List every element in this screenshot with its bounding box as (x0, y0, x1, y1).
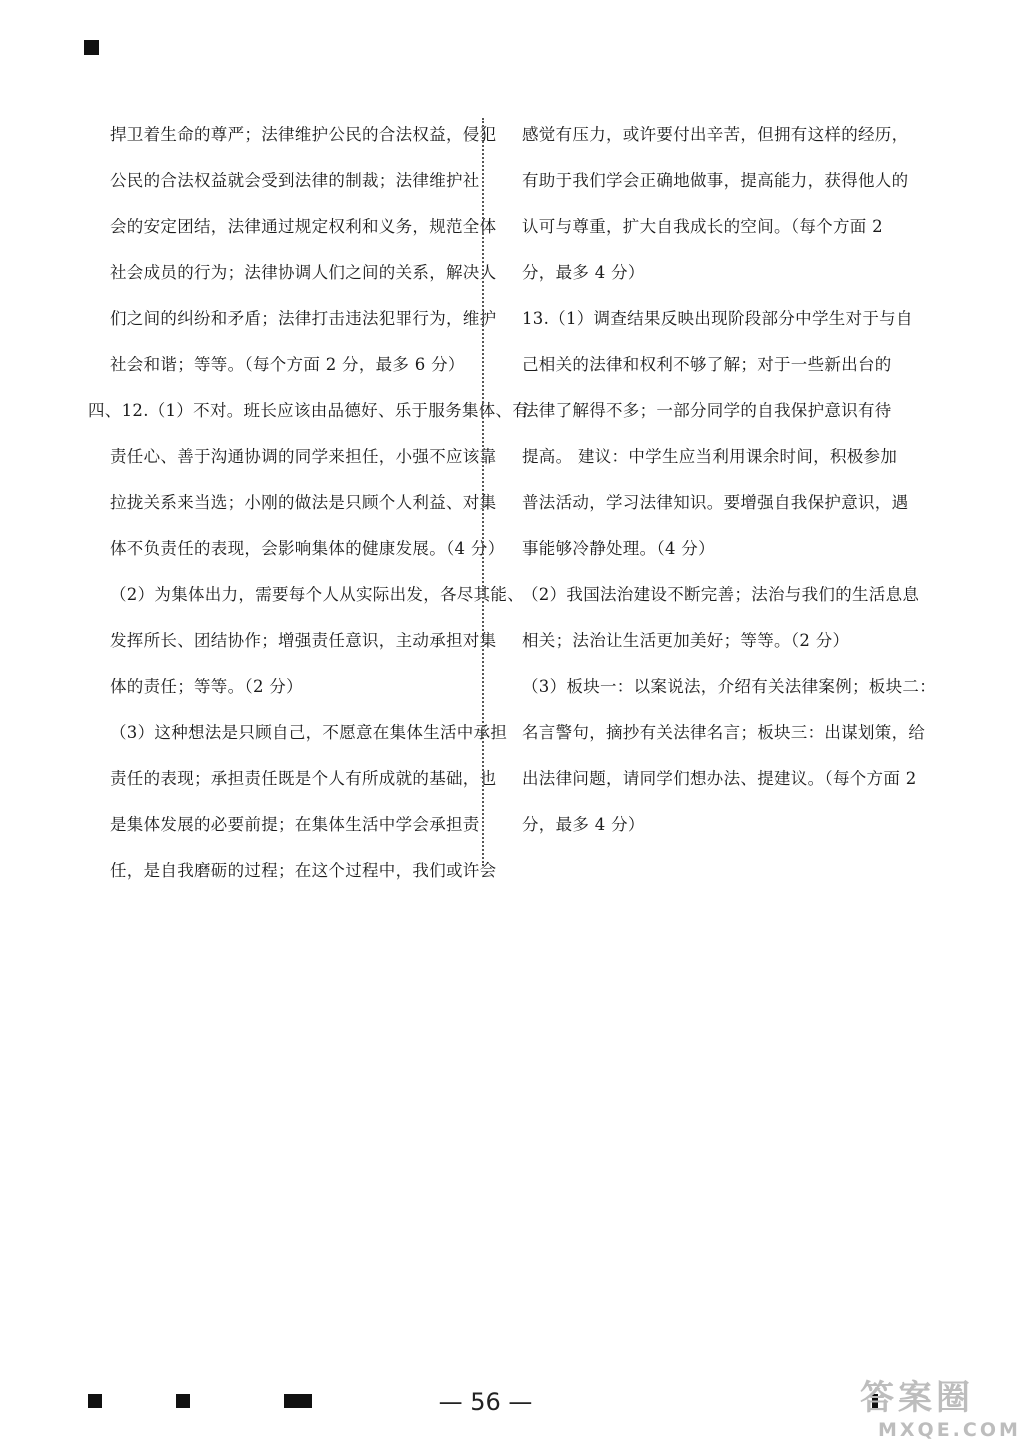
watermark-main-text: 答案圈 (860, 1378, 974, 1418)
registration-mark-bottom-1 (88, 1394, 102, 1408)
right-column (522, 112, 936, 848)
page-number: — 56 — (438, 1388, 533, 1416)
text-line: （3）板块一：以案说法，介绍有关法律案例；板块二： (522, 677, 936, 696)
text-line: 社会和谐；等等。（每个方面 2 分，最多 6 分） (110, 355, 465, 374)
column-divider (482, 118, 484, 866)
text-line: 责任心、善于沟通协调的同学来担任，小强不应该靠 (110, 447, 497, 466)
text-line: 分，最多 4 分） (522, 815, 645, 834)
text-line: 体的责任；等等。（2 分） (110, 677, 303, 696)
text-line: 己相关的法律和权利不够了解；对于一些新出台的 (522, 355, 892, 374)
text-line: 法律了解得不多；一部分同学的自我保护意识有待 (522, 401, 892, 420)
registration-mark-bottom-2 (176, 1394, 190, 1408)
text-line: 认可与尊重，扩大自我成长的空间。（每个方面 2 (522, 217, 883, 236)
text-line: 体不负责任的表现，会影响集体的健康发展。（4 分） (110, 539, 505, 558)
text-line: 任，是自我磨砺的过程；在这个过程中，我们或许会 (110, 861, 497, 880)
text-line: 们之间的纠纷和矛盾；法律打击违法犯罪行为，维护 (110, 309, 497, 328)
watermark-sub-text: MXQE.COM (878, 1419, 1021, 1441)
text-line: 有助于我们学会正确地做事，提高能力，获得他人的 (522, 171, 909, 190)
text-line: 事能够冷静处理。（4 分） (522, 539, 715, 558)
text-line: 出法律问题，请同学们想办法、提建议。（每个方面 2 (522, 769, 917, 788)
left-column (88, 112, 530, 894)
text-line: 发挥所长、团结协作；增强责任意识，主动承担对集 (110, 631, 497, 650)
text-line: （2）为集体出力，需要每个人从实际出发，各尽其能、 (110, 585, 524, 604)
text-line: （2）我国法治建设不断完善；法治与我们的生活息息 (522, 585, 920, 604)
text-line: 感觉有压力，或许要付出辛苦，但拥有这样的经历， (522, 125, 909, 144)
question-13-heading: 13.（1）调查结果反映出现阶段部分中学生对于与自 (522, 309, 913, 328)
text-line: 捍卫着生命的尊严；法律维护公民的合法权益，侵犯 (110, 125, 497, 144)
text-line: 分，最多 4 分） (522, 263, 645, 282)
registration-mark-bottom-3 (284, 1394, 312, 1408)
text-line: 拉拢关系来当选；小刚的做法是只顾个人利益、对集 (110, 493, 497, 512)
watermark-logo (860, 1378, 1021, 1448)
text-line: 名言警句，摘抄有关法律名言；板块三：出谋划策，给 (522, 723, 926, 742)
text-line: 提高。 建议：中学生应当利用课余时间，积极参加 (522, 447, 898, 466)
question-12-heading: 四、12.（1）不对。班长应该由品德好、乐于服务集体、有 (88, 401, 530, 420)
text-line: 公民的合法权益就会受到法律的制裁；法律维护社 (110, 171, 480, 190)
text-line: 是集体发展的必要前提；在集体生活中学会承担责 (110, 815, 480, 834)
text-line: （3）这种想法是只顾自己，不愿意在集体生活中承担 (110, 723, 508, 742)
text-line: 社会成员的行为；法律协调人们之间的关系，解决人 (110, 263, 497, 282)
text-line: 相关；法治让生活更加美好；等等。（2 分） (522, 631, 850, 650)
text-line: 责任的表现；承担责任既是个人有所成就的基础，也 (110, 769, 497, 788)
text-line: 普法活动，学习法律知识。要增强自我保护意识，遇 (522, 493, 909, 512)
registration-mark-top-left (84, 40, 99, 55)
text-line: 会的安定团结，法律通过规定权利和义务，规范全体 (110, 217, 497, 236)
